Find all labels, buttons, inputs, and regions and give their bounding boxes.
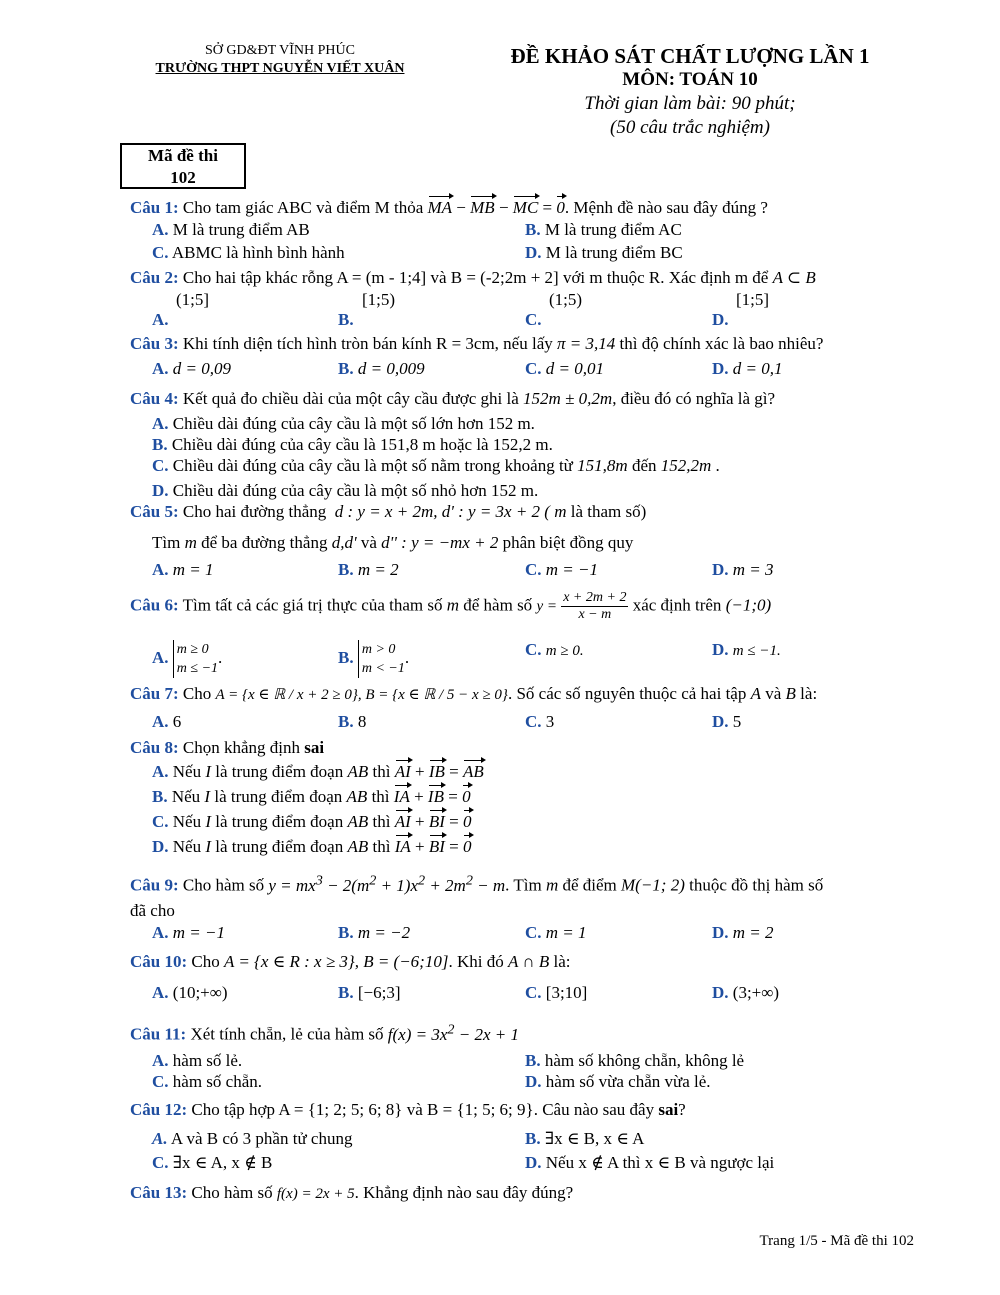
question-text: thì độ chính xác là bao nhiêu? (619, 334, 824, 353)
subject: MÔN: TOÁN 10 (622, 69, 758, 90)
question-text: xác định trên (632, 595, 722, 615)
options-q3 (0, 359, 1000, 381)
option-b[interactable]: B. (338, 310, 354, 329)
option-c[interactable]: C. m = 1 (525, 923, 587, 942)
option-b-value: [1;5) (362, 290, 396, 309)
question-7: Câu 7: Cho A = {x ∈ ℝ / x + 2 ≥ 0}, B = {x ∈ ℝ / 5 − x ≥ 0}. Số các số nguyên thuộc cả hai tập A và B là: (130, 684, 818, 703)
option-a[interactable]: A. (152, 310, 169, 329)
exam-code-label: Mã đề thi (148, 146, 218, 165)
school-header (140, 42, 420, 78)
options-q2 (0, 290, 1000, 332)
question-number: Câu 9: (130, 875, 179, 895)
exam-title: ĐỀ KHẢO SÁT CHẤT LƯỢNG LẦN 1 (510, 44, 870, 68)
question-number: Câu 4: (130, 389, 179, 408)
option-c-value: (1;5) (549, 290, 583, 309)
option-d[interactable]: D. m ≤ −1. (712, 640, 781, 659)
question-3 (130, 334, 920, 354)
math-subset: A ⊂ B (772, 268, 816, 287)
department-name: SỞ GD&ĐT VĨNH PHÚC (204, 43, 355, 58)
question-number: Câu 6: (130, 595, 179, 615)
option-b[interactable]: B. m = 2 (338, 560, 399, 579)
option-d[interactable]: D. (3;+∞) (712, 983, 780, 1002)
question-text: Cho (191, 952, 220, 971)
options-q5 (0, 560, 1000, 582)
question-text: Khi tính diện tích hình tròn bán kính R = 3cm, nếu lấy (182, 334, 553, 353)
question-5-line-2: Tìm m để ba đường thẳng d,d' và d'' : y = −mx + 2 phân biệt đồng quy (152, 533, 634, 552)
question-text: Cho (182, 684, 212, 703)
question-8 (130, 738, 920, 758)
option-b[interactable]: B. d = 0,009 (338, 359, 425, 378)
option-a[interactable]: A. 6 (152, 712, 182, 731)
option-c[interactable]: C. ABMC là hình bình hành (152, 243, 345, 262)
option-c[interactable]: C. m ≥ 0. (525, 640, 584, 659)
option-b[interactable]: B. Chiều dài đúng của cây cầu là 151,8 m hoặc là 152,2 m. (152, 435, 553, 454)
option-b[interactable]: B. hàm số không chẵn, không lẻ (525, 1051, 745, 1070)
option-d[interactable]: D. m = 2 (712, 923, 774, 942)
question-number: Câu 7: (130, 684, 179, 703)
question-2 (130, 268, 920, 288)
question-number: Câu 10: (130, 952, 188, 971)
option-a[interactable]: A. hàm số lẻ. (152, 1051, 243, 1070)
question-text: Cho tập hợp (191, 1100, 276, 1119)
options-q11 (0, 1051, 1000, 1095)
question-count: (50 câu trắc nghiệm) (610, 117, 770, 138)
question-number: Câu 3: (130, 334, 179, 353)
math-sets: A = {x ∈ ℝ / x + 2 ≥ 0}, B = {x ∈ ℝ / 5 − x ≥ 0} (215, 687, 508, 703)
exam-code: 102 (170, 168, 196, 187)
question-number: Câu 8: (130, 738, 179, 757)
option-d-value: [1;5] (736, 290, 770, 309)
option-b[interactable]: B. 8 (338, 712, 367, 731)
question-text: Kết quả đo chiều dài của một cây cầu được ghi là (182, 389, 519, 408)
options-q1 (0, 220, 1000, 264)
option-b[interactable]: B. m > 0 m < −1 . (338, 642, 410, 676)
question-text: Cho hàm số (182, 875, 265, 895)
math-pi: π = 3,14 (557, 334, 616, 353)
option-c[interactable]: C. (525, 310, 542, 329)
option-b[interactable]: B. [−6;3] (338, 983, 401, 1002)
math-function: f(x) = 2x + 5 (276, 1186, 355, 1202)
question-text: Xét tính chẵn, lẻ của hàm số (190, 1024, 384, 1044)
options-q8 (0, 762, 1000, 862)
question-text: , điều đó có nghĩa là gì? (612, 389, 776, 408)
option-d[interactable]: D. M là trung điểm BC (525, 243, 683, 262)
option-c[interactable]: C. 3 (525, 712, 555, 731)
option-a[interactable]: A. m ≥ 0 m ≤ −1 . (152, 642, 223, 676)
options-q7 (0, 712, 1000, 734)
options-q10 (0, 983, 1000, 1007)
question-number: Câu 13: (130, 1183, 188, 1202)
vector-equation: MA − MB − MC = 0 (427, 198, 565, 217)
option-d[interactable]: D. 5 (712, 712, 742, 731)
question-12: Câu 12: Cho tập hợp A = {1; 2; 5; 6; 8} và B = {1; 5; 6; 9}. Câu nào sau đây sai? (130, 1100, 686, 1119)
option-a-value: (1;5] (176, 290, 210, 309)
function-fraction: $\frac{x + 2m + 2}{x - m}$ (563, 590, 627, 622)
question-text: Cho tam giác ABC và điểm M thỏa (182, 198, 424, 217)
question-emphasis: sai (304, 738, 325, 757)
options-q12 (0, 1129, 1000, 1175)
option-c[interactable]: C. Chiều dài đúng của cây cầu là một số nằm trong khoảng từ 151,8m đến 152,2m . (152, 456, 720, 475)
option-c[interactable]: C. [3;10] (525, 983, 588, 1002)
question-11 (130, 1021, 920, 1045)
question-9-line-2: đã cho (130, 901, 175, 920)
math-set-a: A = {1; 2; 5; 6; 8} (278, 1100, 403, 1119)
option-a[interactable]: A. m = 1 (152, 560, 214, 579)
question-13 (130, 1183, 920, 1203)
question-9: Câu 9: Cho hàm số $y = mx^3 - 2(m^2 + 1)x^2 + 2m^2 - m$. Tìm m để điểm M(−1; 2) thuộc đồ thị hàm số (130, 872, 824, 895)
math-measurement: 152m ± 0,2m (523, 389, 613, 408)
option-d[interactable]: D. hàm số vừa chẵn vừa lẻ. (525, 1072, 711, 1091)
question-text: . Số các số nguyên thuộc cả hai tập (507, 684, 747, 703)
option-c[interactable]: C. Nếu I là trung điểm đoạn AB thì AI + BI = 0 (152, 812, 472, 831)
school-name: TRƯỜNG THPT NGUYỄN VIẾT XUÂN (155, 61, 405, 76)
question-text: Tìm tất cả các giá trị thực của tham số (182, 595, 443, 615)
option-d[interactable]: D. m = 3 (712, 560, 774, 579)
exam-code-box (120, 143, 246, 189)
page-footer: Trang 1/5 - Mã đề thi 102 (759, 1233, 914, 1249)
option-d[interactable]: D. Nếu I là trung điểm đoạn AB thì IA + BI = 0 (152, 837, 472, 856)
option-a[interactable]: A. d = 0,09 (152, 359, 232, 378)
options-q4 (0, 414, 1000, 500)
question-text: Cho hai tập khác rỗng A = (m - 1;4] và B = (-2;2m + 2] với m thuộc R. Xác định m để (182, 268, 769, 287)
option-b[interactable]: B. M là trung điểm AC (525, 220, 682, 239)
option-a[interactable]: A. Chiều dài đúng của cây cầu là một số lớn hơn 152 m. (152, 414, 535, 433)
option-c[interactable]: C. ∃x ∈ A, x ∉ B (152, 1153, 273, 1172)
exam-title-block (480, 44, 900, 140)
option-d[interactable]: D. Nếu x ∉ A thì x ∈ B và ngược lại (525, 1153, 775, 1172)
question-text: Cho hai đường thẳng (182, 502, 327, 521)
option-a[interactable]: A. Nếu I là trung điểm đoạn AB thì AI + IB = AB (152, 762, 484, 781)
options-q9 (0, 923, 1000, 945)
question-text: . Khẳng định nào sau đây đúng? (354, 1183, 574, 1202)
question-6: Câu 6: Tìm tất cả các giá trị thực của tham số m để hàm số y = $\frac{x + 2m + 2}{x - m}$ xác định trên (−1;0) (130, 590, 772, 622)
option-a[interactable]: A. m = −1 (152, 923, 226, 942)
math-set-b: B = {1; 5; 6; 9} (427, 1100, 534, 1119)
question-text: Cho hàm số (191, 1183, 273, 1202)
question-number: Câu 5: (130, 502, 179, 521)
question-4 (130, 389, 920, 409)
option-b[interactable]: B. Nếu I là trung điểm đoạn AB thì IA + IB = 0 (152, 787, 471, 806)
options-q6 (0, 628, 1000, 676)
math-function: $f(x) = 3x^2 - 2x + 1$ (387, 1021, 519, 1044)
math-sets: A = {x ∈ R : x ≥ 3}, B = (−6;10] (224, 952, 449, 971)
question-text: là tham số) (570, 502, 647, 521)
question-number: Câu 2: (130, 268, 179, 287)
question-text: . Mệnh đề nào sau đây đúng ? (564, 198, 768, 217)
option-c[interactable]: C. d = 0,01 (525, 359, 605, 378)
math-function: $y = mx^3 - 2(m^2 + 1)x^2 + 2m^2 - m$ (268, 872, 506, 895)
option-c[interactable]: C. m = −1 (525, 560, 599, 579)
option-d[interactable]: D. (712, 310, 729, 329)
question-text: Chọn khẳng định (182, 738, 301, 757)
question-number: Câu 1: (130, 198, 179, 217)
question-number: Câu 12: (130, 1100, 188, 1119)
question-text: để hàm số (463, 595, 533, 615)
option-b[interactable]: B. m = −2 (338, 923, 411, 942)
question-10: Câu 10: Cho A = {x ∈ R : x ≥ 3}, B = (−6;10]. Khi đó A ∩ B là: (130, 952, 571, 971)
question-5 (130, 502, 920, 522)
question-number: Câu 11: (130, 1024, 187, 1044)
option-a[interactable]: A. (10;+∞) (152, 983, 228, 1002)
question-1 (130, 198, 920, 218)
option-d[interactable]: D. d = 0,1 (712, 359, 783, 378)
option-d[interactable]: D. Chiều dài đúng của cây cầu là một số nhỏ hơn 152 m. (152, 481, 539, 500)
option-a[interactable]: A. M là trung điểm AB (152, 220, 310, 239)
math-lines: d : y = x + 2m, d' : y = 3x + 2 ( m (330, 502, 567, 521)
option-c[interactable]: C. hàm số chẵn. (152, 1072, 263, 1091)
option-a[interactable]: A. A và B có 3 phần tử chung (152, 1129, 353, 1148)
option-b[interactable]: B. ∃x ∈ B, x ∈ A (525, 1129, 645, 1148)
time-limit: Thời gian làm bài: 90 phút; (584, 93, 796, 114)
